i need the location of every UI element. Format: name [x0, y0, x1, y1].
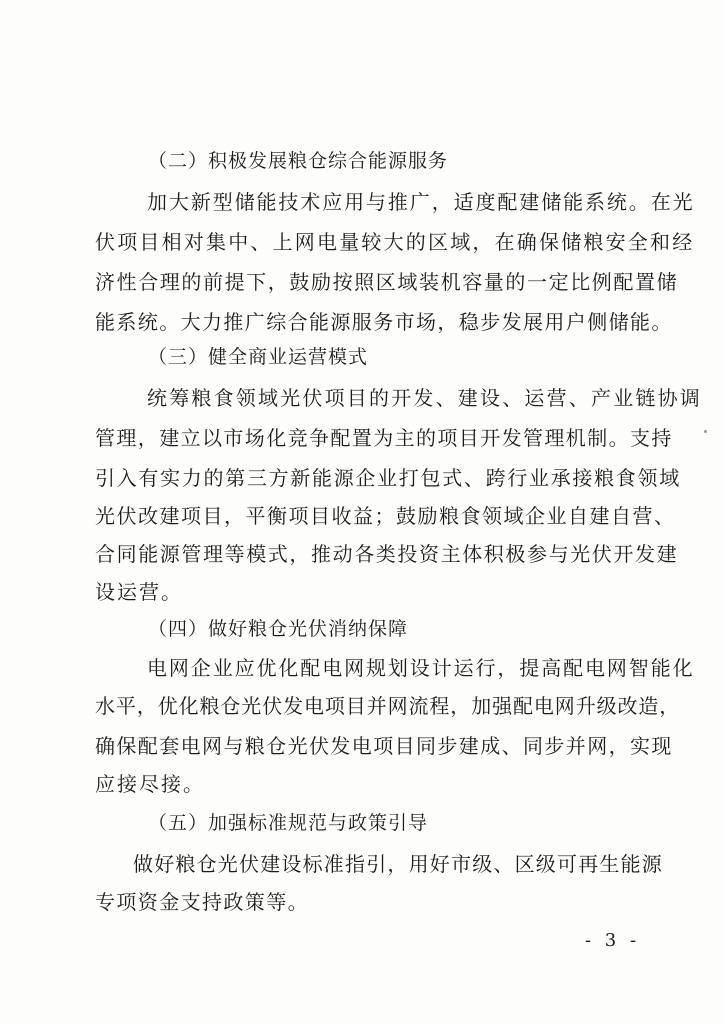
section-heading-4: （四）做好粮仓光伏消纳保障	[148, 618, 409, 640]
paragraph-line: 确保配套电网与粮仓光伏发电项目同步建成、同步并网，实现	[95, 734, 673, 758]
paragraph-line: 专项资金支持政策等。	[95, 890, 309, 914]
paragraph-line: 加大新型储能技术应用与推广，适度配建储能系统。在光	[147, 190, 695, 214]
paragraph-line: 应接尽接。	[95, 772, 205, 796]
section-heading-3: （三）健全商业运营模式	[148, 346, 369, 368]
page-number: - 3 -	[585, 930, 641, 951]
paragraph-line: 光伏改建项目，平衡项目收益；鼓励粮食领域企业自建自营、	[95, 504, 676, 528]
paragraph-line: 济性合理的前提下，鼓励按照区域装机容量的一定比例配置储	[95, 270, 679, 294]
section-heading-5: （五）加强标准规范与政策引导	[148, 812, 429, 834]
section-heading-2: （二）积极发展粮仓综合能源服务	[148, 150, 449, 172]
paragraph-line: 水平，优化粮仓光伏发电项目并网流程，加强配电网升级改造，	[95, 694, 681, 718]
paragraph-line: 伏项目相对集中、上网电量较大的区域，在确保储粮安全和经	[95, 230, 695, 254]
paragraph-line: 管理，建立以市场化竞争配置为主的项目开发管理机制。支持	[95, 426, 673, 450]
paragraph-line: 合同能源管理等模式，推动各类投资主体积极参与光伏开发建	[95, 542, 679, 566]
paragraph-line: 设运营。	[95, 580, 183, 604]
paragraph-line: 做好粮仓光伏建设标准指引，用好市级、区级可再生能源	[133, 852, 663, 876]
paragraph-line: 能系统。大力推广综合能源服务市场，稳步发展用户侧储能。	[95, 310, 673, 334]
paragraph-line: 电网企业应优化配电网规划设计运行，提高配电网智能化	[147, 656, 695, 680]
paragraph-line: 统筹粮食领域光伏项目的开发、建设、运营、产业链协调	[147, 386, 702, 410]
scan-speck	[704, 430, 707, 433]
paragraph-line: 引入有实力的第三方新能源企业打包式、跨行业承接粮食领域	[95, 466, 681, 490]
